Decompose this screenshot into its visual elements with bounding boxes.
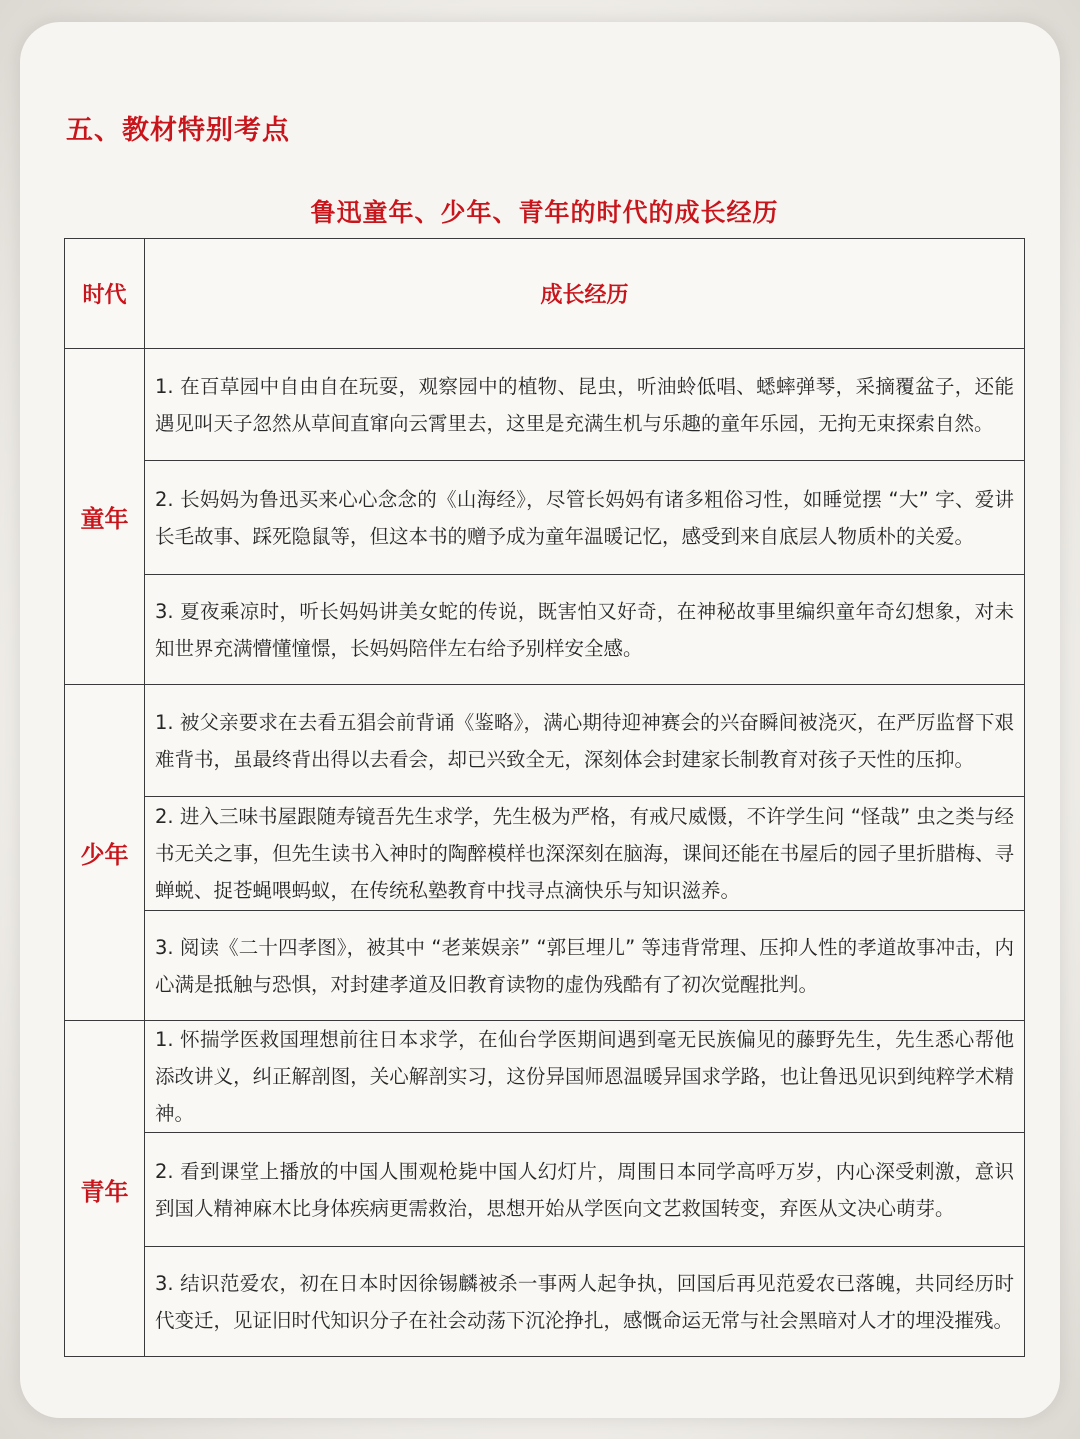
header-experience: 成长经历 bbox=[540, 283, 629, 308]
cell-text: 1. 怀揣学医救国理想前往日本求学，在仙台学医期间遇到毫无民族偏见的藤野先生，先生悉心帮他添改讲义，纠正解剖图，关心解剖实习，这份异国师恩温暖异国求学路，也让鲁迅见识到纯粹学术精神。 bbox=[155, 1028, 1014, 1125]
table-cell bbox=[145, 685, 1024, 796]
cell-text: 3. 阅读《二十四孝图》，被其中 “老莱娱亲” “郭巨埋儿” 等违背常理、压抑人性的孝道故事冲击，内心满是抵触与恐惧，对封建孝道及旧教育读物的虚伪残酷有了初次觉醒批判。 bbox=[155, 935, 1014, 996]
section-heading: 五、教材特别考点 bbox=[66, 115, 290, 146]
cell-text: 2. 长妈妈为鲁迅买来心心念念的《山海经》，尽管长妈妈有诸多粗俗习性，如睡觉摆 “大” 字、爱讲长毛故事、踩死隐鼠等，但这本书的赠予成为童年温暖记忆，感受到来自底层人物质朴的关爱。 bbox=[155, 487, 1014, 548]
experience-table bbox=[64, 238, 1025, 1357]
table-title: 鲁迅童年、少年、青年的时代的成长经历 bbox=[310, 198, 779, 227]
table-cell bbox=[145, 1247, 1024, 1357]
cell-text: 1. 在百草园中自由自在玩耍，观察园中的植物、昆虫，听油蛉低唱、蟋蟀弹琴，采摘覆盆子，还能遇见叫天子忽然从草间直窜向云霄里去，这里是充满生机与乐趣的童年乐园，无拘无束探索自然。 bbox=[155, 374, 1014, 435]
cell-text: 3. 结识范爱农，初在日本时因徐锡麟被杀一事两人起争执，回国后再见范爱农已落魄，共同经历时代变迁，见证旧时代知识分子在社会动荡下沉沦挣扎，感慨命运无常与社会黑暗对人才的埋没摧残。 bbox=[155, 1272, 1014, 1332]
table-cell bbox=[145, 349, 1024, 460]
table-cell bbox=[145, 575, 1024, 684]
table-cell bbox=[145, 911, 1024, 1020]
cell-text: 1. 被父亲要求在去看五猖会前背诵《鉴略》，满心期待迎神赛会的兴奋瞬间被浇灭，在严厉监督下艰难背书，虽最终背出得以去看会，却已兴致全无，深刻体会封建家长制教育对孩子天性的压抑。 bbox=[155, 710, 1014, 771]
era-label-childhood: 童年 bbox=[80, 505, 129, 533]
cell-text: 3. 夏夜乘凉时，听长妈妈讲美女蛇的传说，既害怕又好奇，在神秘故事里编织童年奇幻想象，对未知世界充满懵懂憧憬，长妈妈陪伴左右给予别样安全感。 bbox=[155, 599, 1014, 660]
table-cell bbox=[145, 797, 1024, 910]
table-cell bbox=[145, 1021, 1024, 1132]
era-label-youth: 少年 bbox=[80, 841, 129, 869]
table-cell bbox=[145, 461, 1024, 574]
table-cell bbox=[145, 1133, 1024, 1246]
header-era: 时代 bbox=[82, 283, 127, 308]
era-label-young-adult: 青年 bbox=[80, 1177, 129, 1206]
cell-text: 2. 进入三味书屋跟随寿镜吾先生求学，先生极为严格，有戒尺威慑，不许学生问 “怪哉” 虫之类与经书无关之事，但先生读书入神时的陶醉模样也深深刻在脑海，课间还能在书屋后的园子里折腊梅、寻蝉蜕、捉苍蝇喂蚂蚁，在传统私塾教育中找寻点滴快乐与知识滋养。 bbox=[155, 805, 1014, 902]
cell-text: 2. 看到课堂上播放的中国人围观枪毙中国人幻灯片，周围日本同学高呼万岁，内心深受刺激，意识到国人精神麻木比身体疾病更需救治，思想开始从学医向文艺救国转变，弃医从文决心萌芽。 bbox=[155, 1159, 1014, 1220]
